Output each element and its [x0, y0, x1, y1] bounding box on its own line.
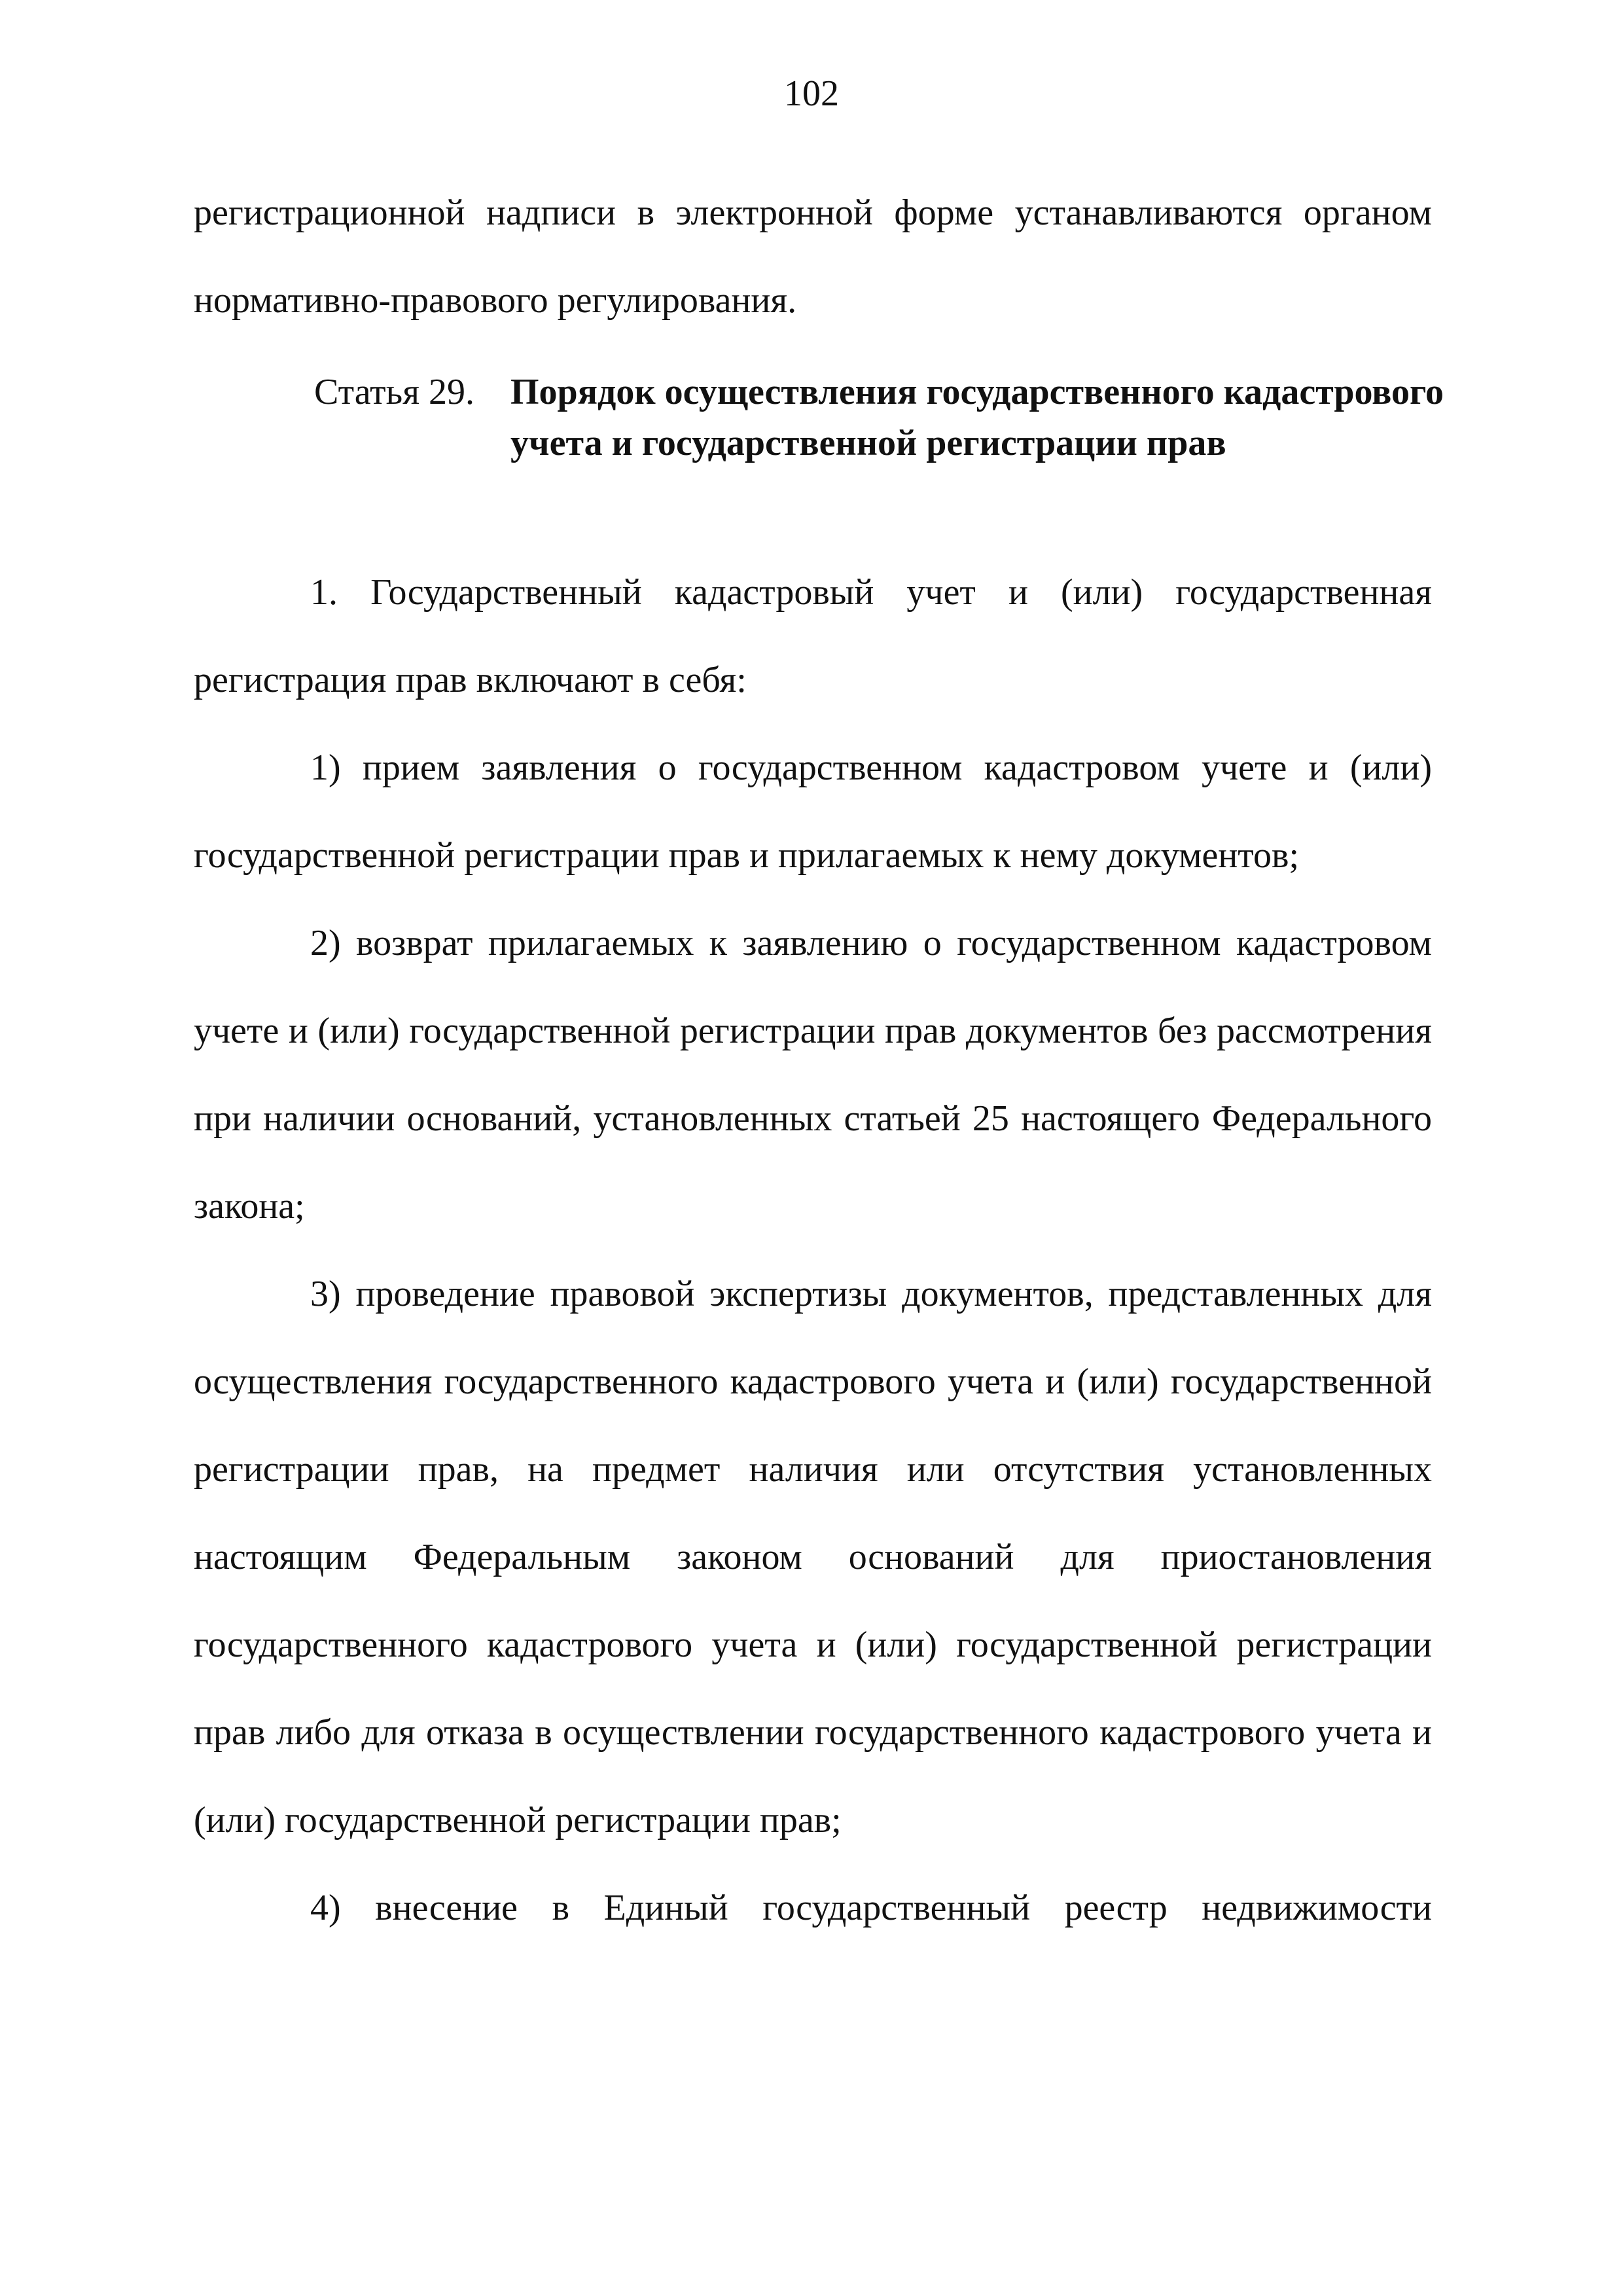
intro-block — [194, 169, 1432, 344]
paragraph-item-2: 2) возврат прилагаемых к заявлению о государственном кадастровом учете и (или) государственной регистрации прав документов без рассмотрения при наличии оснований, установленных статьей 25 настоящего Федерального закона; — [194, 923, 1432, 1227]
article-label: Статья 29. — [314, 372, 474, 412]
paragraph-item-3: 3) проведение правовой экспертизы документов, представленных для осуществления государственного кадастрового учета и (или) государственной регистрации прав, на предмет наличия или отсутствия установленных настоящим Федеральным законом оснований для приостановления государственного кадастрового учета и (или) государственной регистрации прав либо для отказа в осуществлении государственного кадастрового учета и (или) государственной регистрации прав; — [194, 1274, 1432, 1840]
article-body — [194, 548, 1432, 1952]
paragraph-1: 1. Государственный кадастровый учет и (или) государственная регистрация прав включают в себя: — [194, 572, 1432, 700]
page-number: 102 — [784, 73, 839, 114]
paragraph-item-1: 1) прием заявления о государственном кадастровом учете и (или) государственной регистрации прав и прилагаемых к нему документов; — [194, 747, 1432, 876]
paragraph-item-4: 4) внесение в Единый государственный реестр недвижимости — [310, 1888, 1432, 1928]
article-title: Порядок осуществления государственного кадастрового учета и государственной регистрации прав — [510, 372, 1444, 463]
intro-paragraph: регистрационной надписи в электронной форме устанавливаются органом нормативно-правового регулирования. — [194, 192, 1432, 321]
article-heading — [314, 367, 1466, 469]
